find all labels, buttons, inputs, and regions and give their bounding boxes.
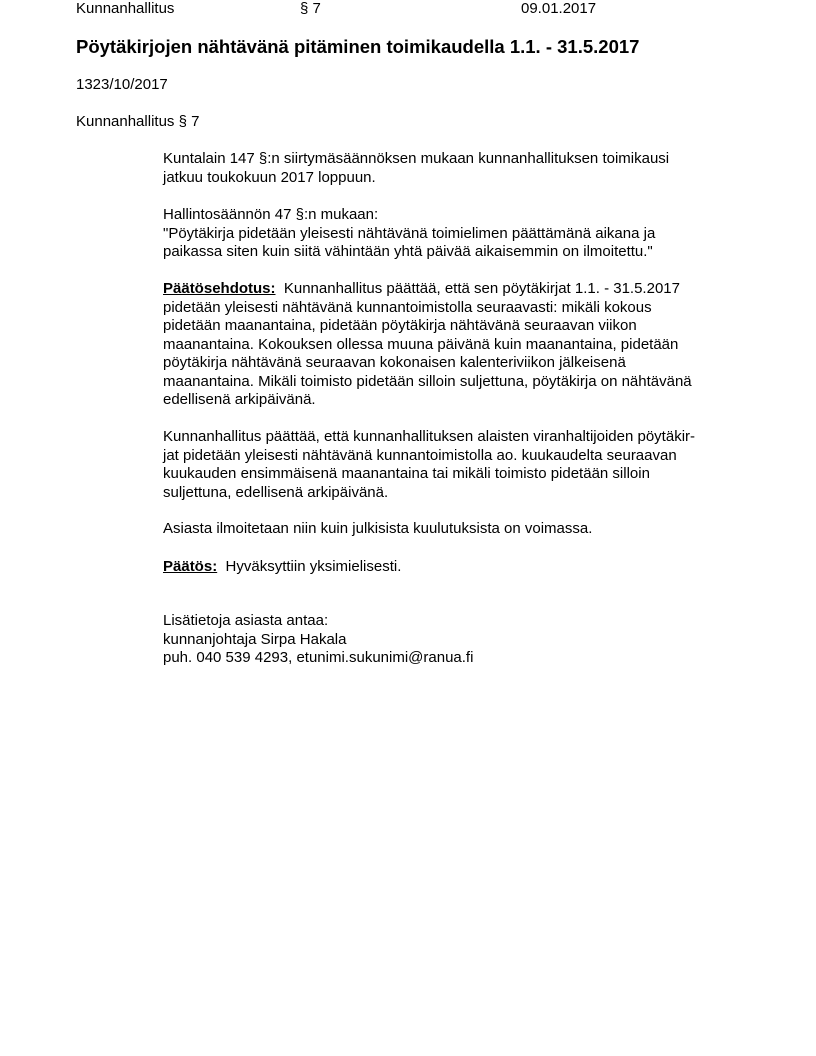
text-line: pidetään maanantaina, pidetään pöytäkirja nähtävänä seuraavan viikon xyxy=(163,317,637,334)
text-line: Kuntalain 147 §:n siirtymäsäännöksen mukaan kunnanhallituksen toimikausi xyxy=(163,150,670,167)
text-line: pöytäkirja nähtävänä seuraavan kokonaisen kalenteriviikon jälkeisenä xyxy=(163,354,626,371)
text-line: kuukauden ensimmäisenä maanantaina tai mikäli toimisto pidetään silloin xyxy=(163,465,650,482)
proposal-paragraph xyxy=(163,280,692,410)
text-line: maanantaina. Kokouksen ollessa muuna päivänä kuin maanantaina, pidetään xyxy=(163,335,679,353)
text-line: Kunnanhallitus päättää, että kunnanhallituksen alaisten viranhaltijoiden pöytäkir- xyxy=(163,428,696,445)
decision-label: Päätös: xyxy=(163,558,218,575)
decision-paragraph xyxy=(163,558,401,577)
text-line: paikassa siten kuin siitä vähintään yhtä päivää aikaisemmin on ilmoitettu." xyxy=(163,243,653,260)
document-title: Pöytäkirjojen nähtävänä pitäminen toimikaudella 1.1. - 31.5.2017 xyxy=(76,36,640,57)
header-section: § 7 xyxy=(300,0,321,17)
contact-info xyxy=(163,612,473,668)
text-line: edellisenä arkipäivänä. xyxy=(163,391,316,408)
text-line: Hallintosäännön 47 §:n mukaan: xyxy=(163,206,379,223)
text-line: Lisätietoja asiasta antaa: xyxy=(163,612,329,629)
subheading: Kunnanhallitus § 7 xyxy=(76,113,200,130)
text-line: Kunnanhallitus päättää, että sen pöytäkirjat 1.1. - 31.5.2017 xyxy=(283,280,680,297)
text-line: puh. 040 539 4293, etunimi.sukunimi@ranua.fi xyxy=(163,649,474,666)
text-line: maanantaina. Mikäli toimisto pidetään silloin suljettuna, pöytäkirja on nähtävänä xyxy=(163,372,692,390)
paragraph-1 xyxy=(163,150,669,187)
header-date: 09.01.2017 xyxy=(521,0,597,17)
text-line: kunnanjohtaja Sirpa Hakala xyxy=(163,630,347,648)
text-line: pidetään yleisesti nähtävänä kunnantoimistolla seuraavasti: mikäli kokous xyxy=(163,298,652,316)
header-body: Kunnanhallitus xyxy=(76,0,175,17)
text-line: jatkuu toukokuun 2017 loppuun. xyxy=(163,168,376,186)
text-line: "Pöytäkirja pidetään yleisesti nähtävänä toimielimen päättämänä aikana ja xyxy=(163,224,656,242)
text-line: suljettuna, edellisenä arkipäivänä. xyxy=(163,483,389,501)
proposal-label: Päätösehdotus: xyxy=(163,280,276,297)
paragraph-5: Asiasta ilmoitetaan niin kuin julkisista kuulutuksista on voimassa. xyxy=(163,520,593,537)
text-line: jat pidetään yleisesti nähtävänä kunnantoimistolla ao. kuukaudelta seuraavan xyxy=(163,446,677,464)
paragraph-4 xyxy=(163,428,695,502)
decision-text: Hyväksyttiin yksimielisesti. xyxy=(225,558,402,575)
paragraph-2 xyxy=(163,206,655,262)
reference-number: 1323/10/2017 xyxy=(76,76,168,93)
